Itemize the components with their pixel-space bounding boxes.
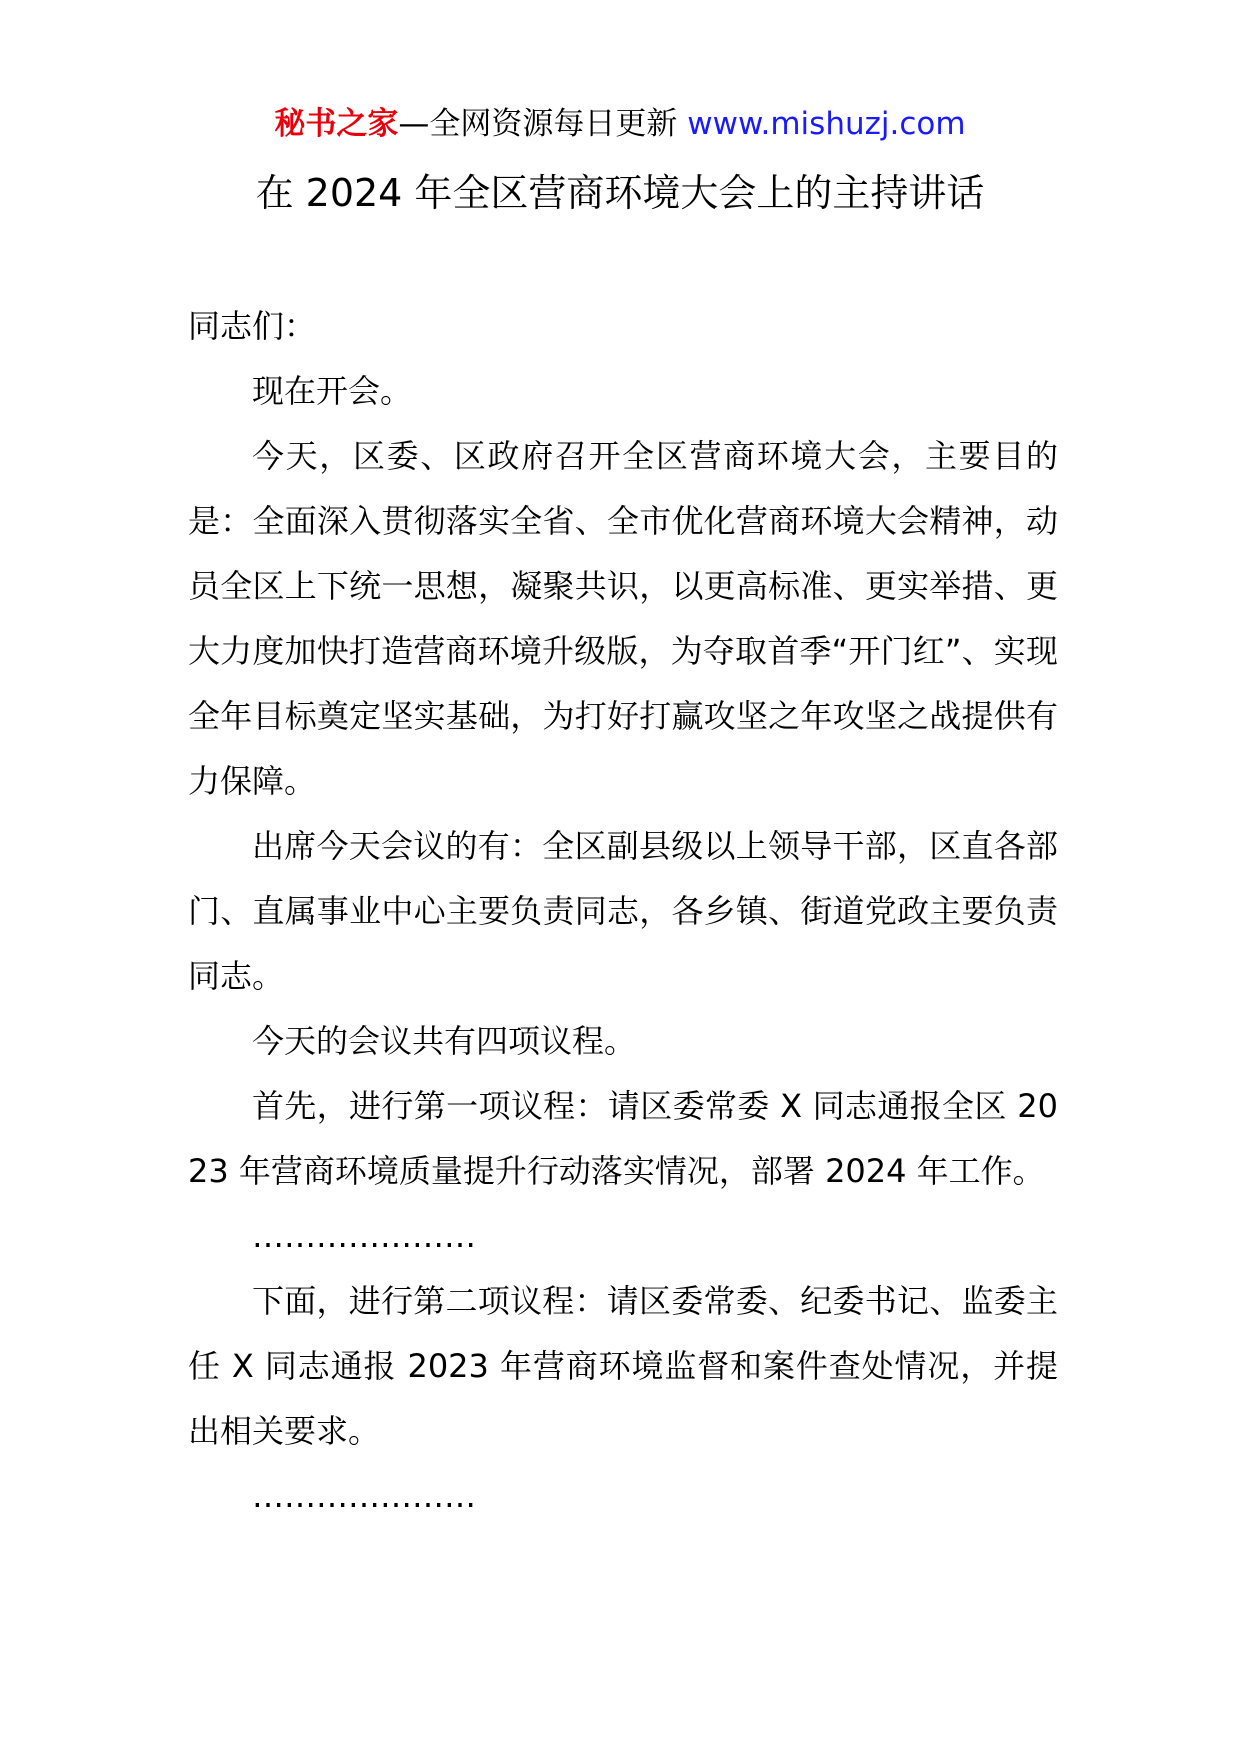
paragraph: 今天的会议共有四项议程。 — [252, 1022, 637, 1060]
site-tagline: —全网资源每日更新 — [398, 106, 688, 142]
paragraph: 下面，进行第二项议程：请区委常委、纪委书记、监委主任 X 同志通报 2023 年营商环境监督和案件查处情况，并提出相关要求。 — [188, 1282, 1058, 1450]
paragraph: 现在开会。 — [252, 372, 413, 410]
salutation: 同志们： — [188, 307, 317, 345]
site-header — [0, 104, 1240, 144]
site-url-link[interactable]: www.mishuzj.com — [687, 106, 966, 142]
paragraph: 今天，区委、区政府召开全区营商环境大会，主要目的是：全面深入贯彻落实全省、全市优化营商环境大会精神，动员全区上下统一思想，凝聚共识，以更高标准、更实举措、更大力度加快打造营商环境升级版，为夺取首季“开门红”、实现全年目标奠定坚实基础，为打好打赢攻坚之年攻坚之战提供有力保障。 — [188, 437, 1058, 800]
site-brand: 秘书之家 — [274, 106, 399, 142]
document-body — [188, 294, 1058, 1529]
ellipsis-line: ………………… — [252, 1217, 476, 1255]
ellipsis-line: ………………… — [252, 1477, 476, 1515]
paragraph: 首先，进行第一项议程：请区委常委 X 同志通报全区 2023 年营商环境质量提升行动落实情况，部署 2024 年工作。 — [188, 1087, 1058, 1190]
document-title: 在 2024 年全区营商环境大会上的主持讲话 — [255, 171, 985, 215]
paragraph: 出席今天会议的有：全区副县级以上领导干部，区直各部门、直属事业中心主要负责同志，各乡镇、街道党政主要负责同志。 — [188, 827, 1058, 995]
